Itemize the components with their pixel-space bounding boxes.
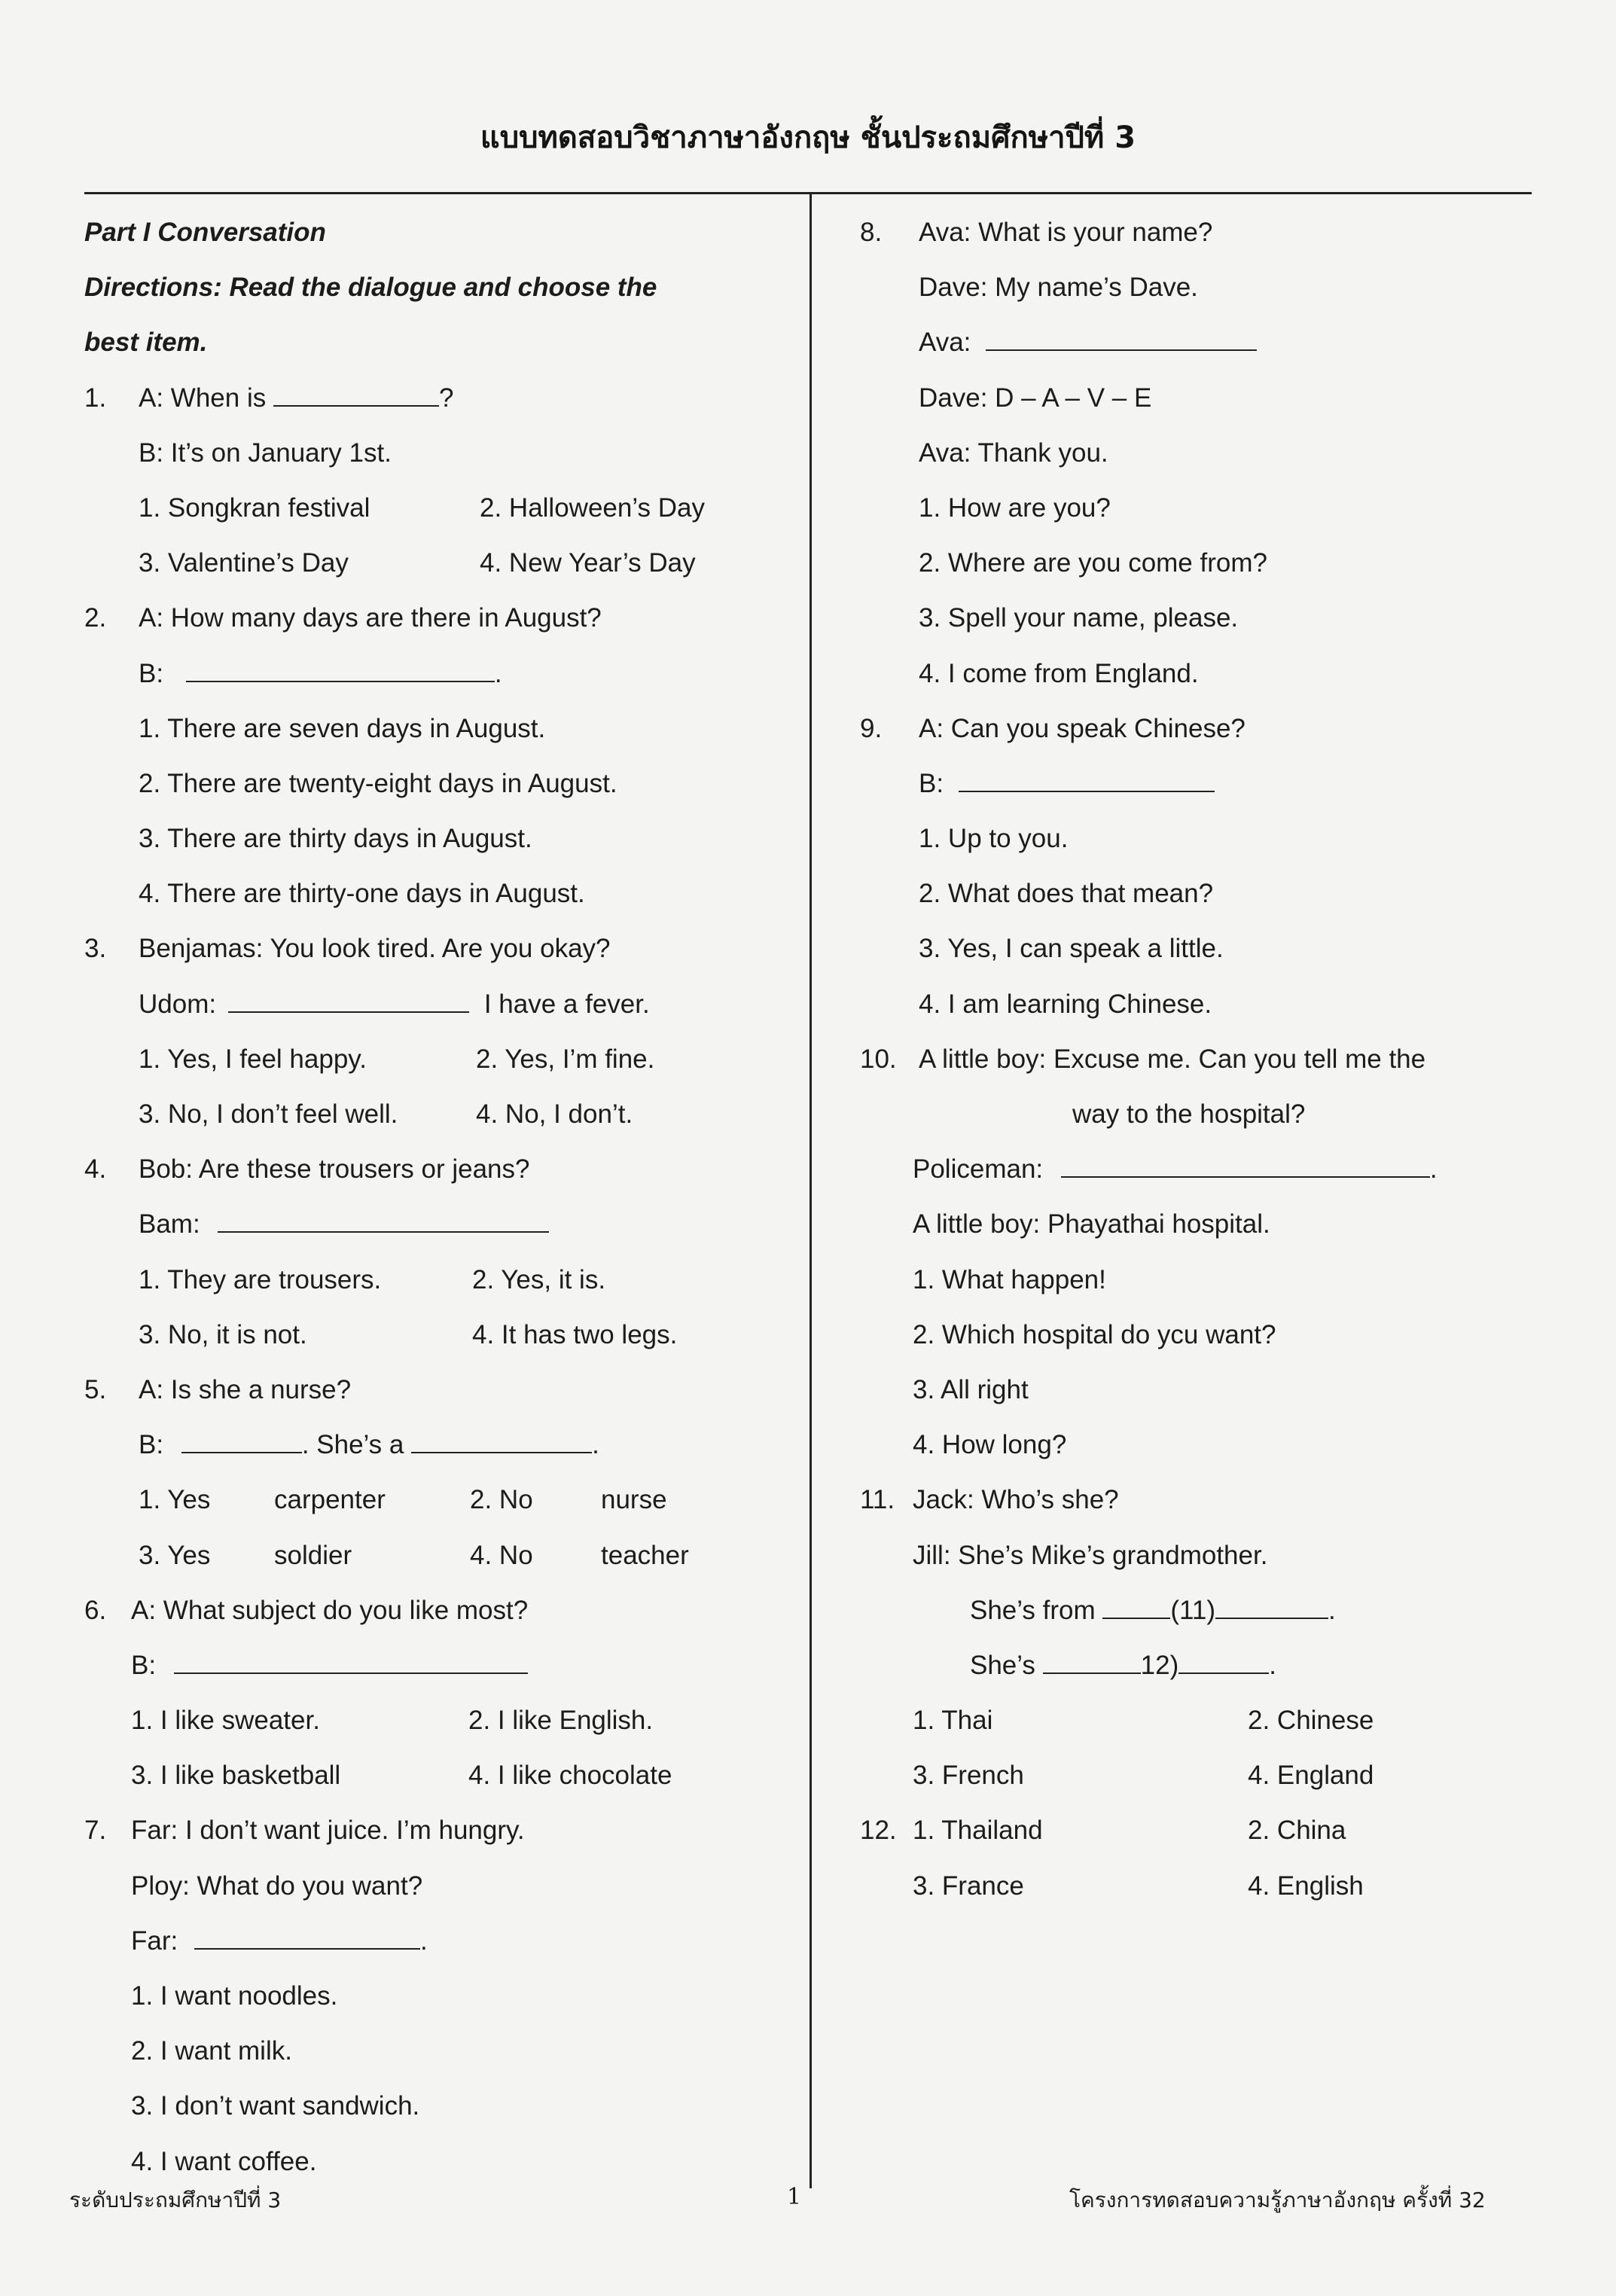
question-text: A little boy: Excuse me. Can you tell me the (919, 1044, 1426, 1074)
question-text: A: Is she a nurse? (139, 1374, 352, 1404)
question-number: 8. (860, 218, 883, 247)
question-3-response: Udom: I have a fever. (84, 977, 785, 1032)
question-8-line-3: Ava: (860, 315, 1538, 370)
question-6-options-a (84, 1693, 785, 1748)
question-8-option-1: 1. How are you? (919, 492, 1111, 523)
question-10 (860, 1032, 1538, 1087)
question-8-line-5: Ava: Thank you. (919, 438, 1108, 468)
question-4-options-b (84, 1307, 785, 1362)
question-1-options-a (84, 480, 785, 535)
question-3 (84, 921, 785, 976)
question-6-options-b (84, 1748, 785, 1803)
answer-blank (218, 1207, 549, 1233)
question-8-option-3: 3. Spell your name, please. (919, 603, 1239, 633)
question-2-option-4: 4. There are thirty-one days in August. (139, 879, 585, 909)
option-1: 1. I like sweater. (131, 1706, 320, 1736)
question-8-option-4: 4. I come from England. (919, 658, 1199, 688)
answer-blank (959, 767, 1215, 792)
question-12 (860, 1803, 1538, 1858)
option-4: 4. English (1248, 1871, 1364, 1901)
question-9 (860, 701, 1538, 756)
option-4: 4. No, I don’t. (476, 1099, 633, 1129)
question-5-options-a: 1. Yes carpenter 2. No nurse (139, 1485, 667, 1515)
answer-blank (228, 987, 469, 1013)
option-1: 1. Thailand (913, 1816, 1043, 1846)
question-2-response: B: . (84, 646, 785, 701)
answer-blank (1102, 1593, 1170, 1619)
option-3: 3. I like basketball (131, 1761, 341, 1791)
footer-project: โครงการทดสอบความรู้ภาษาอังกฤษ ครั้งที่ 32 (1069, 2188, 1486, 2212)
option-3: 3. France (913, 1871, 1024, 1901)
question-7-option-4: 4. I want coffee. (131, 2146, 317, 2176)
question-text: Jack: Who’s she? (913, 1485, 1119, 1515)
question-number: 11. (860, 1485, 895, 1515)
question-text: A: When is (139, 383, 267, 413)
option-2: 2. I like English. (468, 1706, 654, 1736)
question-number: 7. (84, 1816, 107, 1846)
column-divider (810, 193, 812, 2188)
question-number: 4. (84, 1154, 107, 1185)
page-number: 1 (787, 2184, 802, 2210)
answer-blank (1061, 1152, 1430, 1178)
question-2 (84, 590, 785, 645)
question-11 (860, 1472, 1538, 1527)
question-11-line-2: Jill: She’s Mike’s grandmother. (913, 1540, 1268, 1570)
question-number: 3. (84, 934, 107, 964)
option-4: 4. I like chocolate (468, 1761, 672, 1791)
question-number: 2. (84, 603, 107, 633)
question-7-option-2: 2. I want milk. (131, 2036, 292, 2066)
question-7-response: Far: . (84, 1913, 785, 1968)
question-7-option-3: 3. I don’t want sandwich. (131, 2091, 420, 2121)
question-number: 12. (860, 1816, 897, 1846)
question-number: 6. (84, 1595, 107, 1625)
question-9-option-2: 2. What does that mean? (919, 879, 1214, 909)
answer-blank (181, 1428, 302, 1453)
option-1: 1. Thai (913, 1706, 993, 1736)
question-text: A: Can you speak Chinese? (919, 713, 1246, 743)
option-3: 3. French (913, 1761, 1024, 1791)
question-text: A: How many days are there in August? (139, 603, 602, 633)
option-1: 1. Yes, I feel happy. (139, 1044, 367, 1074)
question-2-option-2: 2. There are twenty-eight days in August. (139, 768, 617, 798)
question-11-options-b (860, 1748, 1538, 1803)
answer-blank (1043, 1648, 1141, 1674)
question-5-options-b: 3. Yes soldier 4. No teacher (139, 1540, 689, 1570)
question-7 (84, 1803, 785, 1858)
answer-blank (186, 657, 495, 682)
option-3: 3. No, it is not. (139, 1319, 307, 1349)
option-4: 4. England (1248, 1761, 1374, 1791)
option-2: 2. Halloween’s Day (480, 492, 705, 523)
directions-cont: best item. (84, 328, 208, 358)
option-3: 3. No, I don’t feel well. (139, 1099, 398, 1129)
option-2: 2. China (1248, 1816, 1346, 1846)
answer-blank (194, 1924, 420, 1950)
option-4: 4. It has two legs. (472, 1319, 678, 1349)
question-4-response: Bam: (84, 1197, 785, 1252)
option-3: 3. Valentine’s Day (139, 548, 349, 578)
question-8 (860, 205, 1538, 260)
question-6 (84, 1583, 785, 1638)
option-2: 2. Yes, it is. (472, 1264, 606, 1294)
question-10-response: Policeman: . (860, 1142, 1538, 1197)
question-10-option-1: 1. What happen! (913, 1264, 1106, 1294)
question-8-option-2: 2. Where are you come from? (919, 548, 1267, 578)
answer-blank (1215, 1593, 1328, 1619)
question-number: 1. (84, 383, 107, 413)
directions: Directions: Read the dialogue and choose the (84, 273, 657, 303)
left-column (84, 205, 785, 2189)
question-3-options-b (84, 1087, 785, 1142)
question-9-option-4: 4. I am learning Chinese. (919, 989, 1212, 1019)
option-1: 1. Songkran festival (139, 492, 370, 523)
question-7-line-2: Ploy: What do you want? (131, 1871, 423, 1901)
question-10-option-2: 2. Which hospital do ycu want? (913, 1319, 1276, 1349)
question-text: Bob: Are these trousers or jeans? (139, 1154, 530, 1185)
page-title: แบบทดสอบวิชาภาษาอังกฤษ ชั้นประถมศึกษาปีที่ 3 (480, 120, 1136, 155)
question-9-option-1: 1. Up to you. (919, 824, 1069, 854)
answer-blank (273, 381, 439, 407)
question-4 (84, 1142, 785, 1197)
question-10-line-4: A little boy: Phayathai hospital. (913, 1209, 1270, 1239)
question-1-options-b (84, 535, 785, 590)
option-2: 2. Chinese (1248, 1706, 1374, 1736)
right-column (860, 205, 1538, 1913)
question-12-options-b (860, 1858, 1538, 1913)
question-3-options-a (84, 1032, 785, 1087)
question-6-response: B: (84, 1638, 785, 1693)
question-11-blank-11: She’s from (11) . (860, 1583, 1538, 1638)
question-9-response: B: (860, 756, 1538, 811)
question-10-option-4: 4. How long? (913, 1430, 1067, 1460)
question-1-response: B: It’s on January 1st. (139, 438, 392, 468)
question-number: 10. (860, 1044, 897, 1074)
question-11-options-a (860, 1693, 1538, 1748)
question-text: Benjamas: You look tired. Are you okay? (139, 934, 611, 964)
question-10-line-2: way to the hospital? (1072, 1099, 1306, 1129)
answer-blank (1178, 1648, 1269, 1674)
question-text: A: What subject do you like most? (131, 1595, 529, 1625)
part-title: Part I Conversation (84, 218, 326, 247)
question-number: 5. (84, 1374, 107, 1404)
answer-blank (174, 1648, 528, 1674)
question-7-option-1: 1. I want noodles. (131, 1981, 338, 2011)
question-1: 1. A: When is ? (84, 370, 785, 425)
question-2-option-1: 1. There are seven days in August. (139, 713, 546, 743)
header-divider (84, 192, 1532, 194)
question-number: 9. (860, 713, 883, 743)
question-text: Far: I don’t want juice. I’m hungry. (131, 1816, 525, 1846)
option-2: 2. Yes, I’m fine. (476, 1044, 655, 1074)
option-4: 4. New Year’s Day (480, 548, 696, 578)
question-text: Ava: What is your name? (919, 218, 1213, 247)
answer-blank (986, 325, 1257, 351)
question-9-option-3: 3. Yes, I can speak a little. (919, 934, 1224, 964)
question-5 (84, 1362, 785, 1417)
question-10-option-3: 3. All right (913, 1374, 1029, 1404)
question-5-response: B: . She’s a . (84, 1417, 785, 1472)
question-11-blank-12: She’s 12) . (860, 1638, 1538, 1693)
option-1: 1. They are trousers. (139, 1264, 382, 1294)
question-8-line-4: Dave: D – A – V – E (919, 383, 1152, 413)
question-4-options-a (84, 1252, 785, 1307)
question-2-option-3: 3. There are thirty days in August. (139, 824, 532, 854)
footer-level: ระดับประถมศึกษาปีที่ 3 (69, 2188, 282, 2212)
answer-blank (411, 1428, 592, 1453)
question-8-line-2: Dave: My name’s Dave. (919, 273, 1198, 303)
